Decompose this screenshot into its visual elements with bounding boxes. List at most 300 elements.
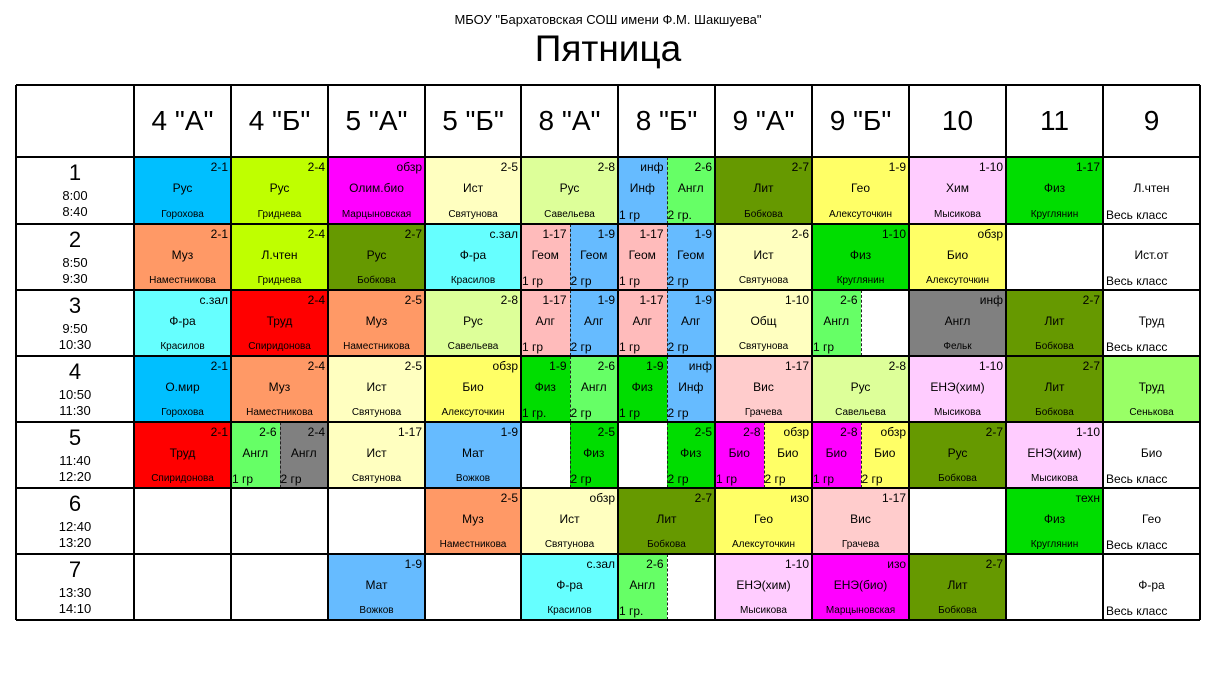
class-header: 4 "А": [151, 105, 214, 136]
class-note: Весь класс: [1106, 538, 1168, 552]
group-label: 1 гр.: [619, 604, 644, 618]
grid-line-vertical: [133, 85, 135, 620]
lesson: [812, 157, 909, 224]
subject-name: Геом: [580, 248, 608, 262]
lesson-cell: [812, 554, 909, 620]
lesson: [909, 422, 1006, 488]
lesson-cell: [134, 290, 231, 356]
room-number: 1-9: [694, 227, 712, 241]
room-number: 2-4: [307, 293, 325, 307]
lesson-cell: [909, 290, 1006, 356]
class-header: 9 "Б": [829, 105, 892, 136]
grid-line-vertical: [908, 85, 910, 620]
room-number: 1-10: [784, 557, 809, 571]
lesson-cell: [1103, 488, 1200, 554]
subject-name: Рус: [947, 446, 968, 460]
lesson-cell: [909, 488, 1006, 554]
teacher-name: Марцыновская: [341, 209, 412, 220]
subject-name: Л.чтен: [1133, 181, 1170, 195]
lesson-cell: [134, 356, 231, 422]
lesson-cell: [909, 224, 1006, 290]
period-number: 2: [68, 227, 82, 252]
room-number: обзр: [880, 425, 906, 439]
subject-name: Олим.био: [349, 181, 404, 195]
lesson-cell: [328, 290, 425, 356]
lesson-cell: [134, 224, 231, 290]
period-cell: [16, 554, 134, 620]
lesson-cell: [909, 157, 1006, 224]
group-divider: [861, 422, 862, 488]
lesson: [812, 356, 909, 422]
lesson-cell: [1006, 488, 1103, 554]
lesson: [715, 554, 812, 620]
period-time: [16, 519, 134, 551]
lesson-cell: [328, 224, 425, 290]
lesson-cell: [1006, 356, 1103, 422]
group-lesson: [715, 422, 764, 488]
lesson-cell: [425, 290, 521, 356]
teacher-name: Бобкова: [1035, 407, 1074, 418]
lesson: [618, 488, 715, 554]
lesson: [909, 290, 1006, 356]
lesson-cell: [425, 157, 521, 224]
group-lesson: [667, 290, 716, 356]
lesson-cell: [618, 356, 715, 422]
grid-line-vertical: [230, 85, 232, 620]
lesson-cell: [134, 488, 231, 554]
period-end: 14:10: [58, 601, 92, 616]
group-label: 1 гр: [619, 274, 641, 288]
lesson: [1103, 422, 1200, 488]
teacher-name: Вожков: [455, 473, 491, 484]
room-number: 1-9: [404, 557, 422, 571]
subject-name: Муз: [365, 314, 388, 328]
lesson: [1103, 554, 1200, 620]
grid-line-horizontal: [16, 289, 1200, 291]
room-number: 2-4: [307, 160, 325, 174]
room-number: 1-9: [597, 293, 615, 307]
subject-name: Ист: [462, 181, 484, 195]
subject-name: Физ: [1043, 512, 1066, 526]
lesson-cell: [231, 356, 328, 422]
class-note: Весь класс: [1106, 208, 1168, 222]
room-number: 2-1: [210, 359, 228, 373]
period-time: [16, 321, 134, 353]
lesson: [909, 356, 1006, 422]
lesson: [425, 224, 521, 290]
group-lesson: [521, 290, 570, 356]
lesson-cell: [521, 488, 618, 554]
subject-name: Рус: [850, 380, 871, 394]
group-lesson: [231, 422, 280, 488]
room-number: 1-10: [1075, 425, 1100, 439]
room-number: 1-10: [978, 359, 1003, 373]
teacher-name: Наместникова: [343, 341, 410, 352]
room-number: техн: [1075, 491, 1100, 505]
subject-name: Ф-ра: [459, 248, 487, 262]
lesson-cell: [909, 554, 1006, 620]
group-lesson: [667, 356, 716, 422]
lesson: [231, 290, 328, 356]
teacher-name: Бобкова: [1035, 341, 1074, 352]
subject-name: Ф-ра: [556, 578, 583, 592]
lesson-cell: [1103, 224, 1200, 290]
subject-name: Инф: [678, 380, 704, 394]
subject-name: Лит: [947, 578, 968, 592]
subject-name: Физ: [680, 446, 702, 460]
lesson: [425, 356, 521, 422]
lesson: [521, 488, 618, 554]
room-number: 2-6: [840, 293, 858, 307]
teacher-name: Гриднева: [257, 275, 302, 286]
group-label: 2 гр: [667, 406, 689, 420]
room-number: 2-5: [500, 491, 518, 505]
lesson: [521, 157, 618, 224]
group-lesson: [521, 356, 570, 422]
subject-name: Труд: [1138, 314, 1165, 328]
group-lesson: [521, 422, 570, 488]
timetable-grid: [16, 85, 1200, 620]
grid-line-vertical: [714, 85, 716, 620]
group-divider: [667, 290, 668, 356]
room-number: 1-17: [784, 359, 809, 373]
subject-name: Англ: [580, 380, 607, 394]
lesson-cell: [521, 356, 618, 422]
lesson: [231, 224, 328, 290]
group-label: 1 гр: [716, 472, 738, 486]
teacher-name: Бобкова: [357, 275, 396, 286]
teacher-name: Фельк: [943, 341, 972, 352]
lesson-cell: [715, 356, 812, 422]
room-number: 2-6: [791, 227, 809, 241]
lesson: [1103, 356, 1200, 422]
lesson: [812, 554, 909, 620]
lesson-cell: [231, 290, 328, 356]
grid-line-horizontal: [16, 156, 1200, 158]
teacher-name: Наместникова: [149, 275, 216, 286]
period-start: 10:50: [58, 387, 92, 402]
subject-name: Гео: [1141, 512, 1162, 526]
group-divider: [667, 224, 668, 290]
room-number: 2-1: [210, 160, 228, 174]
teacher-name: Алексуточкин: [828, 209, 893, 220]
room-number: с.зал: [199, 293, 228, 307]
lesson-cell: [1103, 422, 1200, 488]
lesson: [1103, 224, 1200, 290]
period-end: 13:20: [58, 535, 92, 550]
group-lesson: [570, 422, 619, 488]
period-end: 12:20: [58, 469, 92, 484]
group-lesson: [521, 224, 570, 290]
group-label: 1 гр: [619, 406, 641, 420]
group-divider: [764, 422, 765, 488]
period-end: 11:30: [59, 403, 91, 418]
group-divider: [570, 224, 571, 290]
subject-name: Ф-ра: [1138, 578, 1165, 592]
subject-name: Англ: [290, 446, 317, 460]
lesson-cell: [618, 224, 715, 290]
lesson: [1103, 157, 1200, 224]
grid-line-horizontal: [16, 355, 1200, 357]
group-lesson: [861, 290, 910, 356]
subject-name: Мат: [365, 578, 388, 592]
class-note: Весь класс: [1106, 472, 1168, 486]
room-number: инф: [688, 359, 712, 373]
subject-name: Муз: [462, 512, 484, 526]
lesson: [328, 356, 425, 422]
group-lesson: [812, 422, 861, 488]
period-start: 13:30: [58, 585, 92, 600]
teacher-name: Сенькова: [1129, 407, 1174, 418]
room-number: 2-7: [404, 227, 422, 241]
subject-name: Труд: [266, 314, 293, 328]
lesson-cell: [231, 488, 328, 554]
room-number: 2-7: [985, 425, 1003, 439]
lesson: [1006, 356, 1103, 422]
school-name: МБОУ "Бархатовская СОШ имени Ф.М. Шакшуева": [454, 12, 762, 27]
lesson: [231, 356, 328, 422]
group-lesson: [618, 157, 667, 224]
teacher-name: Бобкова: [744, 209, 783, 220]
teacher-name: Красилов: [450, 275, 496, 286]
room-number: 1-9: [500, 425, 518, 439]
subject-name: Англ: [677, 181, 704, 195]
period-cell: [16, 356, 134, 422]
subject-name: Мат: [461, 446, 485, 460]
lesson: [812, 224, 909, 290]
lesson-cell: [328, 157, 425, 224]
group-label: 1 гр: [619, 340, 641, 354]
lesson: [425, 290, 521, 356]
room-number: 2-8: [597, 160, 615, 174]
room-number: 1-17: [639, 293, 664, 307]
subject-name: Вис: [753, 380, 774, 394]
subject-name: Био: [462, 380, 484, 394]
group-lesson: [764, 422, 813, 488]
lesson: [909, 157, 1006, 224]
lesson-cell: [134, 157, 231, 224]
period-number: 6: [68, 491, 82, 516]
class-header: 8 "А": [538, 105, 601, 136]
room-number: инф: [640, 160, 664, 174]
period-time: [16, 585, 134, 617]
group-label: 2 гр: [667, 274, 689, 288]
teacher-name: Святунова: [738, 275, 789, 286]
group-lesson: [667, 554, 716, 620]
period-cell: [16, 422, 134, 488]
room-number: 1-10: [881, 227, 906, 241]
class-note: Весь класс: [1106, 274, 1168, 288]
room-number: 1-17: [1075, 160, 1100, 174]
period-number: 4: [68, 359, 82, 384]
class-header: 9 "А": [732, 105, 795, 136]
group-label: 2 гр.: [667, 208, 692, 222]
lesson: [1103, 290, 1200, 356]
lesson-cell: [715, 290, 812, 356]
subject-name: Физ: [583, 446, 605, 460]
room-number: 1-17: [542, 293, 567, 307]
subject-name: Геом: [628, 248, 656, 262]
group-label: 1 гр: [619, 208, 641, 222]
grid-line-vertical: [327, 85, 329, 620]
lesson-cell: [328, 422, 425, 488]
room-number: обзр: [589, 491, 615, 505]
lesson-cell: [812, 356, 909, 422]
lesson-cell: [1103, 157, 1200, 224]
lesson: [328, 224, 425, 290]
group-label: 2 гр: [570, 274, 592, 288]
lesson-cell: [618, 554, 715, 620]
grid-line-horizontal: [16, 84, 1200, 86]
period-start: 11:40: [59, 453, 91, 468]
subject-name: Алг: [681, 314, 701, 328]
grid-line-horizontal: [16, 223, 1200, 225]
room-number: 2-7: [791, 160, 809, 174]
subject-name: Био: [874, 446, 896, 460]
group-divider: [667, 356, 668, 422]
room-number: 1-9: [597, 227, 615, 241]
room-number: 1-9: [694, 293, 712, 307]
lesson-cell: [1006, 422, 1103, 488]
period-cell: [16, 157, 134, 224]
grid-line-vertical: [15, 85, 17, 620]
lesson-cell: [1006, 157, 1103, 224]
teacher-name: Вожков: [359, 605, 394, 616]
class-header: 10: [941, 105, 974, 136]
group-divider: [570, 356, 571, 422]
lesson: [1103, 488, 1200, 554]
lesson-cell: [1103, 356, 1200, 422]
subject-name: Лит: [656, 512, 677, 526]
teacher-name: Святунова: [351, 407, 402, 418]
group-lesson: [667, 157, 716, 224]
subject-name: Рус: [463, 314, 483, 328]
group-lesson: [667, 422, 716, 488]
period-start: 8:00: [62, 188, 88, 203]
lesson-cell: [618, 488, 715, 554]
group-label: 2 гр: [570, 472, 592, 486]
period-end: 10:30: [58, 337, 92, 352]
room-number: 1-17: [881, 491, 906, 505]
subject-name: Рус: [366, 248, 387, 262]
subject-name: Ист: [753, 248, 774, 262]
grid-line-vertical: [520, 85, 522, 620]
subject-name: ЕНЭ(хим): [1027, 446, 1082, 460]
period-end: 9:30: [62, 271, 88, 286]
lesson: [1006, 157, 1103, 224]
lesson: [425, 488, 521, 554]
lesson-cell: [425, 422, 521, 488]
subject-name: Ист: [559, 512, 580, 526]
class-header: 8 "Б": [635, 105, 698, 136]
group-label: 1 гр: [522, 340, 544, 354]
room-number: 1-10: [784, 293, 809, 307]
lesson: [425, 422, 521, 488]
room-number: 2-5: [500, 160, 518, 174]
lesson: [1006, 488, 1103, 554]
teacher-name: Грачева: [744, 407, 783, 418]
group-label: 2 гр: [667, 340, 689, 354]
lesson-cell: [521, 422, 618, 488]
period-end: 8:40: [62, 204, 88, 219]
teacher-name: Бобкова: [647, 539, 686, 550]
teacher-name: Гриднева: [257, 209, 302, 220]
subject-name: Физ: [1043, 181, 1066, 195]
subject-name: Муз: [268, 380, 291, 394]
grid-line-vertical: [424, 85, 426, 620]
grid-line-vertical: [1005, 85, 1007, 620]
teacher-name: Святунова: [544, 539, 595, 550]
room-number: 1-17: [542, 227, 567, 241]
lesson: [1006, 422, 1103, 488]
subject-name: Рус: [559, 181, 580, 195]
subject-name: Рус: [269, 181, 290, 195]
subject-name: ЕНЭ(хим): [930, 380, 985, 394]
grid-line-vertical: [811, 85, 813, 620]
subject-name: ЕНЭ(хим): [736, 578, 791, 592]
lesson-cell: [521, 290, 618, 356]
room-number: 2-5: [597, 425, 615, 439]
lesson-cell: [715, 422, 812, 488]
room-number: 2-4: [307, 425, 325, 439]
lesson-cell: [425, 356, 521, 422]
group-lesson: [280, 422, 329, 488]
class-note: Весь класс: [1106, 340, 1168, 354]
period-time: [16, 387, 134, 419]
room-number: 2-5: [694, 425, 712, 439]
room-number: 1-9: [549, 359, 567, 373]
group-divider: [667, 422, 668, 488]
teacher-name: Бобкова: [938, 473, 977, 484]
subject-name: Гео: [850, 181, 871, 195]
room-number: 1-10: [978, 160, 1003, 174]
subject-name: Физ: [849, 248, 872, 262]
group-label: 1 гр.: [522, 406, 547, 420]
room-number: изо: [887, 557, 906, 571]
subject-name: Алг: [584, 314, 604, 328]
subject-name: Гео: [753, 512, 774, 526]
room-number: 1-17: [639, 227, 664, 241]
room-number: 1-17: [397, 425, 422, 439]
subject-name: Био: [946, 248, 969, 262]
lesson: [1006, 290, 1103, 356]
subject-name: Труд: [1138, 380, 1165, 394]
group-label: 1 гр: [522, 274, 544, 288]
subject-name: Физ: [534, 380, 556, 394]
group-label: 2 гр: [280, 472, 302, 486]
subject-name: Алг: [535, 314, 555, 328]
lesson-cell: [134, 422, 231, 488]
lesson: [231, 157, 328, 224]
subject-name: Рус: [172, 181, 193, 195]
teacher-name: Алексуточкин: [925, 275, 990, 286]
subject-name: Вис: [850, 512, 871, 526]
group-lesson: [618, 290, 667, 356]
period-number: 7: [68, 557, 82, 582]
teacher-name: Горохова: [161, 407, 204, 418]
lesson: [134, 356, 231, 422]
lesson: [134, 157, 231, 224]
subject-name: Био: [728, 446, 750, 460]
lesson-cell: [231, 157, 328, 224]
teacher-name: Марцыновская: [825, 605, 896, 616]
room-number: 2-4: [307, 359, 325, 373]
lesson: [715, 224, 812, 290]
teacher-name: Круглянин: [1030, 209, 1079, 220]
teacher-name: Мысикова: [1031, 473, 1078, 484]
room-number: 2-6: [259, 425, 277, 439]
lesson: [715, 157, 812, 224]
